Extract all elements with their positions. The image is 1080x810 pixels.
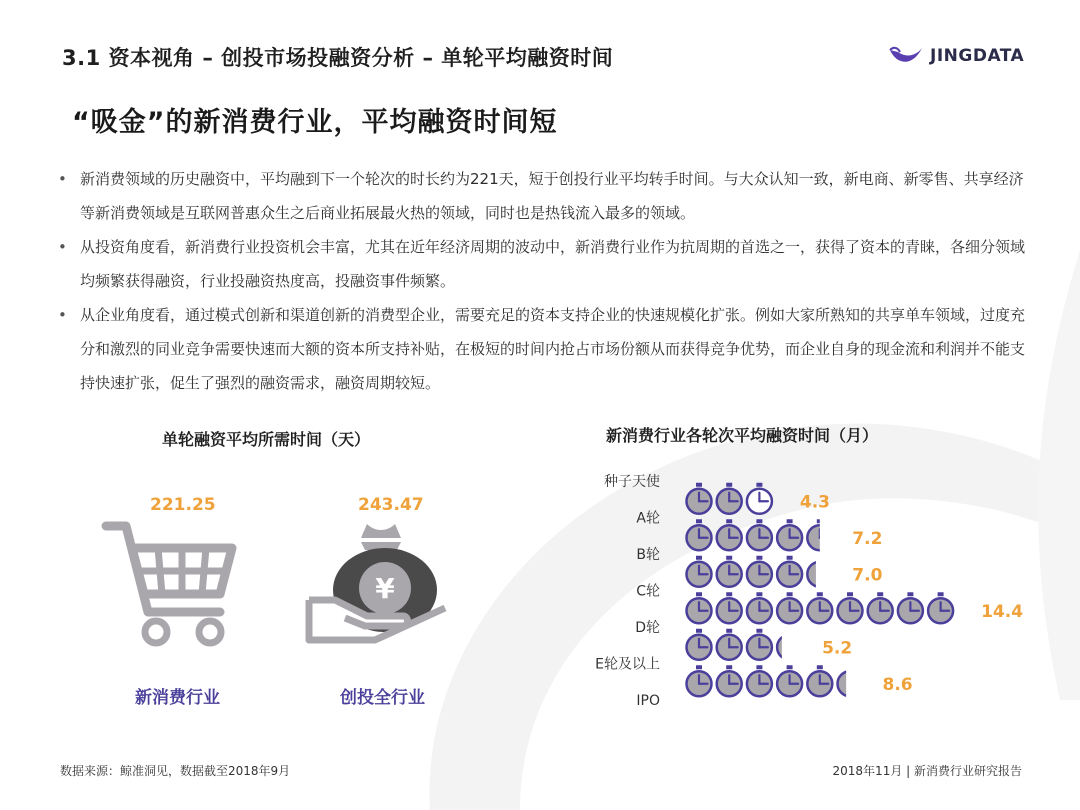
value-label: 14.4: [981, 601, 1024, 622]
section-title: 3.1 资本视角 – 创投市场投融资分析 – 单轮平均融资时间: [62, 46, 614, 70]
stopwatch-icon: [838, 665, 863, 696]
stopwatch-icon: [747, 556, 772, 587]
value-label-all-industries: 243.47: [358, 495, 424, 515]
right-chart-title: 新消费行业各轮次平均融资时间（月）: [606, 426, 879, 445]
stopwatch-icon: [687, 556, 712, 587]
stopwatch-icon: [807, 665, 832, 696]
logo-text: JINGDATA: [930, 46, 1025, 66]
stopwatch-icon: [687, 665, 712, 696]
category-label-new-consumption: 新消费行业: [135, 688, 220, 708]
round-label: A轮: [636, 510, 660, 527]
report-info: 2018年11月 | 新消费行业研究报告: [832, 764, 1022, 778]
value-label: 7.2: [852, 528, 883, 549]
stopwatch-icon: [807, 592, 832, 623]
stopwatch-icon: [747, 483, 772, 514]
stopwatch-icon: [807, 556, 832, 587]
stopwatch-icon: [747, 665, 772, 696]
whale-logo-icon: [888, 42, 924, 70]
stopwatch-icon: [717, 665, 742, 696]
jingdata-logo: [888, 42, 1024, 70]
value-label: 7.0: [852, 565, 883, 586]
stopwatch-icon: [717, 556, 742, 587]
stopwatch-icon: [777, 629, 802, 660]
stopwatch-icon: [838, 592, 863, 623]
bullet-item: • 从企业角度看，通过模式创新和渠道创新的消费型企业，需要充足的资本支持企业的快速规模化扩张。例如大家所熟知的共享单车领域，过度充分和激烈的同业竞争需要快速而大额的资本所支持补贴，在极短的时间内抢占市场份额从而获得竞争优势，而企业自身的现金流和利润并不能支持快速扩张，促生了强烈的融资需求，融资周期较短。: [58, 298, 1038, 400]
value-label: 5.2: [822, 638, 853, 659]
headline: “吸金”的新消费行业，平均融资时间短: [72, 107, 558, 138]
money-bag-hand-icon: [305, 518, 455, 648]
stopwatch-icon: [747, 629, 772, 660]
stopwatch-icon: [717, 592, 742, 623]
stopwatch-icon: [687, 519, 712, 550]
stopwatch-icon: [687, 629, 712, 660]
round-label: C轮: [636, 583, 660, 600]
value-label-new-consumption: 221.25: [150, 495, 216, 515]
stopwatch-icon: [777, 665, 802, 696]
data-source: 数据来源：鲸准洞见，数据截至2018年9月: [60, 764, 291, 778]
stopwatch-icon: [747, 519, 772, 550]
bullet-item: • 新消费领域的历史融资中，平均融到下一个轮次的时长约为221天，短于创投行业平均转手时间。与大众认知一致，新电商、新零售、共享经济等新消费领域是互联网普惠众生之后商业拓展最火热的领域，同时也是热钱流入最多的领域。: [58, 162, 1038, 230]
round-duration-chart: [560, 465, 1030, 735]
stopwatch-icon: [868, 592, 893, 623]
svg-text:¥: ¥: [375, 572, 395, 605]
value-label: 8.6: [882, 674, 913, 695]
stopwatch-icon: [777, 556, 802, 587]
round-label: E轮及以上: [595, 656, 660, 673]
stopwatch-icon: [687, 592, 712, 623]
stopwatch-icon: [717, 519, 742, 550]
shopping-cart-icon: [100, 520, 240, 650]
stopwatch-icon: [777, 592, 802, 623]
stopwatch-icon: [928, 592, 953, 623]
stopwatch-icon: [898, 592, 923, 623]
category-label-all-industries: 创投全行业: [340, 688, 425, 708]
round-label: 种子天使: [604, 474, 660, 490]
stopwatch-icon: [687, 483, 712, 514]
value-label: 4.3: [799, 492, 831, 513]
round-label: IPO: [636, 693, 660, 709]
round-label: B轮: [636, 547, 660, 563]
stopwatch-icon: [717, 483, 742, 514]
stopwatch-icon: [777, 519, 802, 550]
bullet-item: • 从投资角度看，新消费行业投资机会丰富，尤其在近年经济周期的波动中，新消费行业作为抗周期的首选之一，获得了资本的青睐，各细分领域均频繁获得融资，行业投融资热度高，投融资事件频繁。: [58, 230, 1038, 298]
bullet-list: [58, 162, 1038, 400]
round-label: D轮: [635, 620, 660, 636]
stopwatch-icon: [717, 629, 742, 660]
stopwatch-icon: [807, 519, 832, 550]
stopwatch-icon: [747, 592, 772, 623]
left-chart-title: 单轮融资平均所需时间（天）: [162, 430, 371, 449]
